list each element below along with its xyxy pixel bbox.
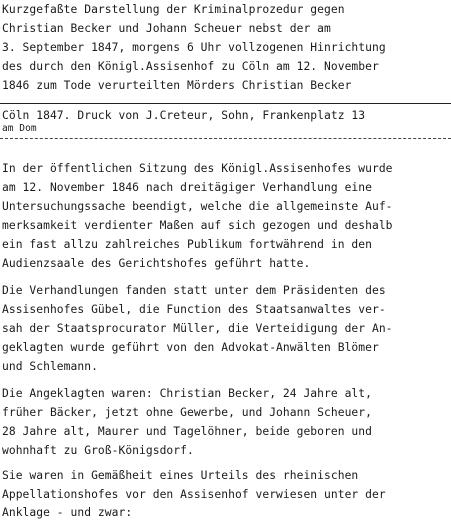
- title-line: Christian Becker und Johann Scheuer nebst der am: [2, 22, 331, 35]
- paragraph-line: Die Verhandlungen fanden statt unter dem Präsidenten des: [2, 284, 386, 297]
- paragraph-line: Die Angeklagten waren: Christian Becker, 24 Jahre alt,: [2, 387, 372, 400]
- paragraph-line: Untersuchungssache beendigt, welche die allgemeinste Auf-: [2, 200, 393, 213]
- divider-rule: [0, 103, 451, 104]
- paragraph-line: Appellationshofes vor den Assisenhof verwiesen unter der: [2, 488, 386, 501]
- imprint-line: Cöln 1847. Druck von J.Creteur, Sohn, Frankenplatz 13: [2, 109, 366, 122]
- paragraph-line: ein fast allzu zahlreiches Publikum fortwährend in den: [2, 238, 372, 251]
- paragraph-line: sah der Staatsprocurator Müller, die Verteidigung der An-: [2, 322, 393, 335]
- paragraph-line: Sie waren in Gemäßheit eines Urteils des rheinischen: [2, 469, 359, 482]
- title-line: 3. September 1847, morgens 6 Uhr vollzogenen Hinrichtung: [2, 41, 386, 54]
- paragraph-line: am 12. November 1846 nach dreitägiger Verhandlung eine: [2, 181, 372, 194]
- imprint-line: am Dom: [2, 123, 37, 134]
- paragraph-line: In der öffentlichen Sitzung des Königl.Assisenhofes wurde: [2, 162, 393, 175]
- paragraph-line: Anklage - und zwar:: [2, 506, 133, 519]
- title-line: Kurzgefaßte Darstellung der Kriminalprozedur gegen: [2, 3, 345, 16]
- paragraph-line: früher Bäcker, jetzt ohne Gewerbe, und Johann Scheuer,: [2, 406, 372, 419]
- paragraph-line: merksamkeit verdienter Maßen auf sich gezogen und deshalb: [2, 219, 393, 232]
- title-line: des durch den Königl.Assisenhof zu Cöln am 12. November: [2, 60, 379, 73]
- paragraph-line: Audienzsaale des Gerichtshofes geführt hatte.: [2, 257, 311, 270]
- paragraph-line: Assisenhofes Gübel, die Function des Staatsanwaltes ver-: [2, 303, 386, 316]
- paragraph-line: geklagten wurde geführt von den Advokat-Anwälten Blömer: [2, 341, 379, 354]
- title-line: 1846 zum Tode verurteilten Mörders Christian Becker: [2, 79, 352, 92]
- paragraph-line: 28 Jahre alt, Maurer und Tagelöhner, beide geboren und: [2, 425, 372, 438]
- paragraph-line: wohnhaft zu Groß-Königsdorf.: [2, 444, 194, 457]
- divider-rule: [0, 138, 451, 139]
- paragraph-line: und Schlemann.: [2, 360, 98, 373]
